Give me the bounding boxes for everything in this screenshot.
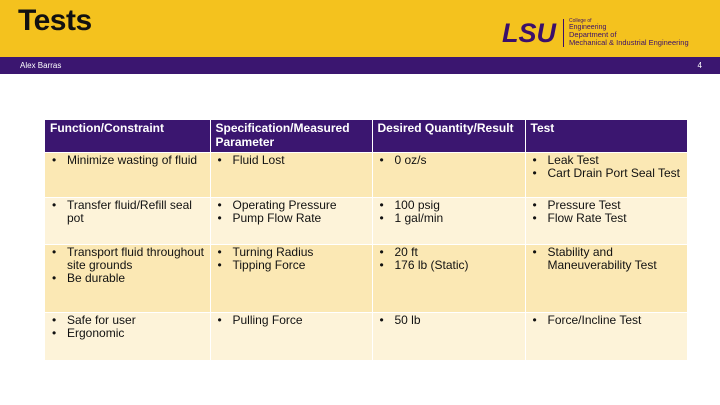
cell-desired bbox=[372, 313, 525, 361]
title-bar bbox=[0, 0, 720, 57]
cell-spec bbox=[210, 313, 372, 361]
tests-table bbox=[45, 120, 687, 360]
list-item: • Operating Pressure bbox=[215, 199, 368, 212]
cell-spec bbox=[210, 153, 372, 198]
list-item: • 50 lb bbox=[377, 314, 521, 327]
list-item: • 100 psig bbox=[377, 199, 521, 212]
list-item: • Flow Rate Test bbox=[530, 212, 684, 225]
list-item: • Fluid Lost bbox=[215, 154, 368, 167]
list-item: • Transfer fluid/Refill seal pot bbox=[49, 199, 206, 225]
list-item: • Be durable bbox=[49, 272, 206, 285]
slide-title: Tests bbox=[18, 4, 92, 37]
logo-line-3: Department of bbox=[569, 30, 617, 40]
logo-mark: LSU bbox=[502, 17, 556, 48]
list-item: • Pump Flow Rate bbox=[215, 212, 368, 225]
table-row bbox=[45, 245, 687, 313]
cell-desired bbox=[372, 198, 525, 245]
list-item: • Leak Test bbox=[530, 154, 684, 167]
cell-test bbox=[525, 245, 687, 313]
cell-spec bbox=[210, 245, 372, 313]
cell-test bbox=[525, 313, 687, 361]
cell-function bbox=[45, 198, 210, 245]
page-number: 4 bbox=[697, 61, 702, 70]
list-item: • Pressure Test bbox=[530, 199, 684, 212]
table-row bbox=[45, 153, 687, 198]
list-item: • Pulling Force bbox=[215, 314, 368, 327]
list-item: • Force/Incline Test bbox=[530, 314, 684, 327]
list-item: • Stability and Maneuverability Test bbox=[530, 246, 684, 272]
list-item: • Minimize wasting of fluid bbox=[49, 154, 206, 167]
cell-spec bbox=[210, 198, 372, 245]
header-function: Function/Constraint bbox=[45, 120, 210, 153]
list-item: • Turning Radius bbox=[215, 246, 368, 259]
table-row bbox=[45, 313, 687, 361]
logo-line-2: Engineering bbox=[569, 24, 607, 32]
list-item: • Ergonomic bbox=[49, 327, 206, 340]
logo-line-4: Mechanical & Industrial Engineering bbox=[569, 38, 689, 48]
header-specification: Specification/Measured Parameter bbox=[210, 120, 372, 153]
list-item: • Tipping Force bbox=[215, 259, 368, 272]
author-bar bbox=[0, 57, 720, 74]
logo-line-1: College of bbox=[569, 17, 592, 24]
cell-function bbox=[45, 245, 210, 313]
list-item: • 20 ft bbox=[377, 246, 521, 259]
list-item: • Transport fluid throughout site grounds bbox=[49, 246, 206, 272]
cell-desired bbox=[372, 245, 525, 313]
cell-function bbox=[45, 313, 210, 361]
cell-function bbox=[45, 153, 210, 198]
list-item: • Safe for user bbox=[49, 314, 206, 327]
header-test: Test bbox=[525, 120, 687, 153]
list-item: • 1 gal/min bbox=[377, 212, 521, 225]
list-item: • Cart Drain Port Seal Test bbox=[530, 167, 684, 180]
list-item: • 0 oz/s bbox=[377, 154, 521, 167]
cell-desired bbox=[372, 153, 525, 198]
author-name: Alex Barras bbox=[20, 61, 62, 70]
table-header-row bbox=[45, 120, 687, 153]
lsu-engineering-logo bbox=[502, 17, 689, 49]
table-row bbox=[45, 198, 687, 245]
header-desired: Desired Quantity/Result bbox=[372, 120, 525, 153]
cell-test bbox=[525, 153, 687, 198]
cell-test bbox=[525, 198, 687, 245]
logo-text bbox=[569, 19, 689, 47]
logo-divider bbox=[563, 19, 564, 47]
list-item: • 176 lb (Static) bbox=[377, 259, 521, 272]
